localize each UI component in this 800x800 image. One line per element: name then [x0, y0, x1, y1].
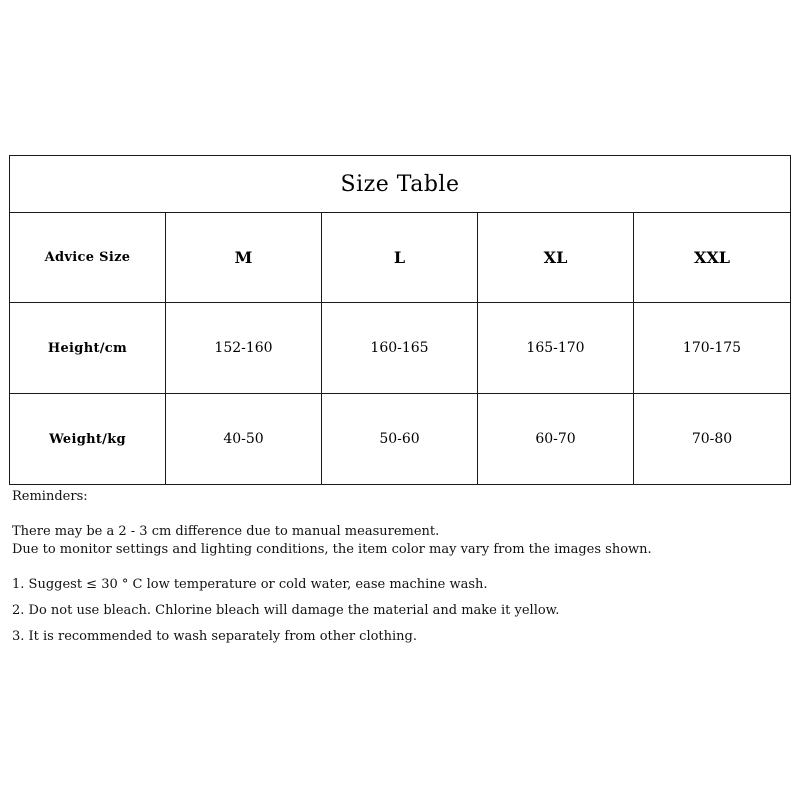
measurement-note: There may be a 2 - 3 cm difference due to manual measurement.	[12, 524, 440, 539]
weight-label: Weight/kg	[10, 394, 166, 485]
height-value-l: 160-165	[322, 303, 478, 394]
care-item-wash: 1. Suggest ≤ 30 ° C low temperature or cold water, ease machine wash.	[12, 577, 488, 592]
advice-size-label: Advice Size	[10, 213, 166, 303]
title-row	[10, 156, 791, 213]
size-header-m: M	[166, 213, 322, 303]
care-instructions	[12, 576, 792, 646]
size-header-xxl: XXL	[634, 213, 791, 303]
table-title: Size Table	[10, 156, 791, 213]
weight-value-m: 40-50	[166, 394, 322, 485]
height-value-xl: 165-170	[478, 303, 634, 394]
color-note: Due to monitor settings and lighting conditions, the item color may vary from the images shown.	[12, 542, 652, 557]
care-item-separate: 3. It is recommended to wash separately from other clothing.	[12, 629, 418, 644]
size-table	[9, 155, 791, 485]
height-value-xxl: 170-175	[634, 303, 791, 394]
reminders-title: Reminders:	[12, 489, 88, 504]
height-value-m: 152-160	[166, 303, 322, 394]
reminders-section	[12, 488, 792, 654]
weight-value-l: 50-60	[322, 394, 478, 485]
size-header-l: L	[322, 213, 478, 303]
height-label: Height/cm	[10, 303, 166, 394]
height-row	[10, 303, 791, 394]
weight-value-xxl: 70-80	[634, 394, 791, 485]
weight-value-xl: 60-70	[478, 394, 634, 485]
size-header-xl: XL	[478, 213, 634, 303]
header-row	[10, 213, 791, 303]
care-item-bleach: 2. Do not use bleach. Chlorine bleach will damage the material and make it yellow.	[12, 603, 560, 618]
weight-row	[10, 394, 791, 485]
